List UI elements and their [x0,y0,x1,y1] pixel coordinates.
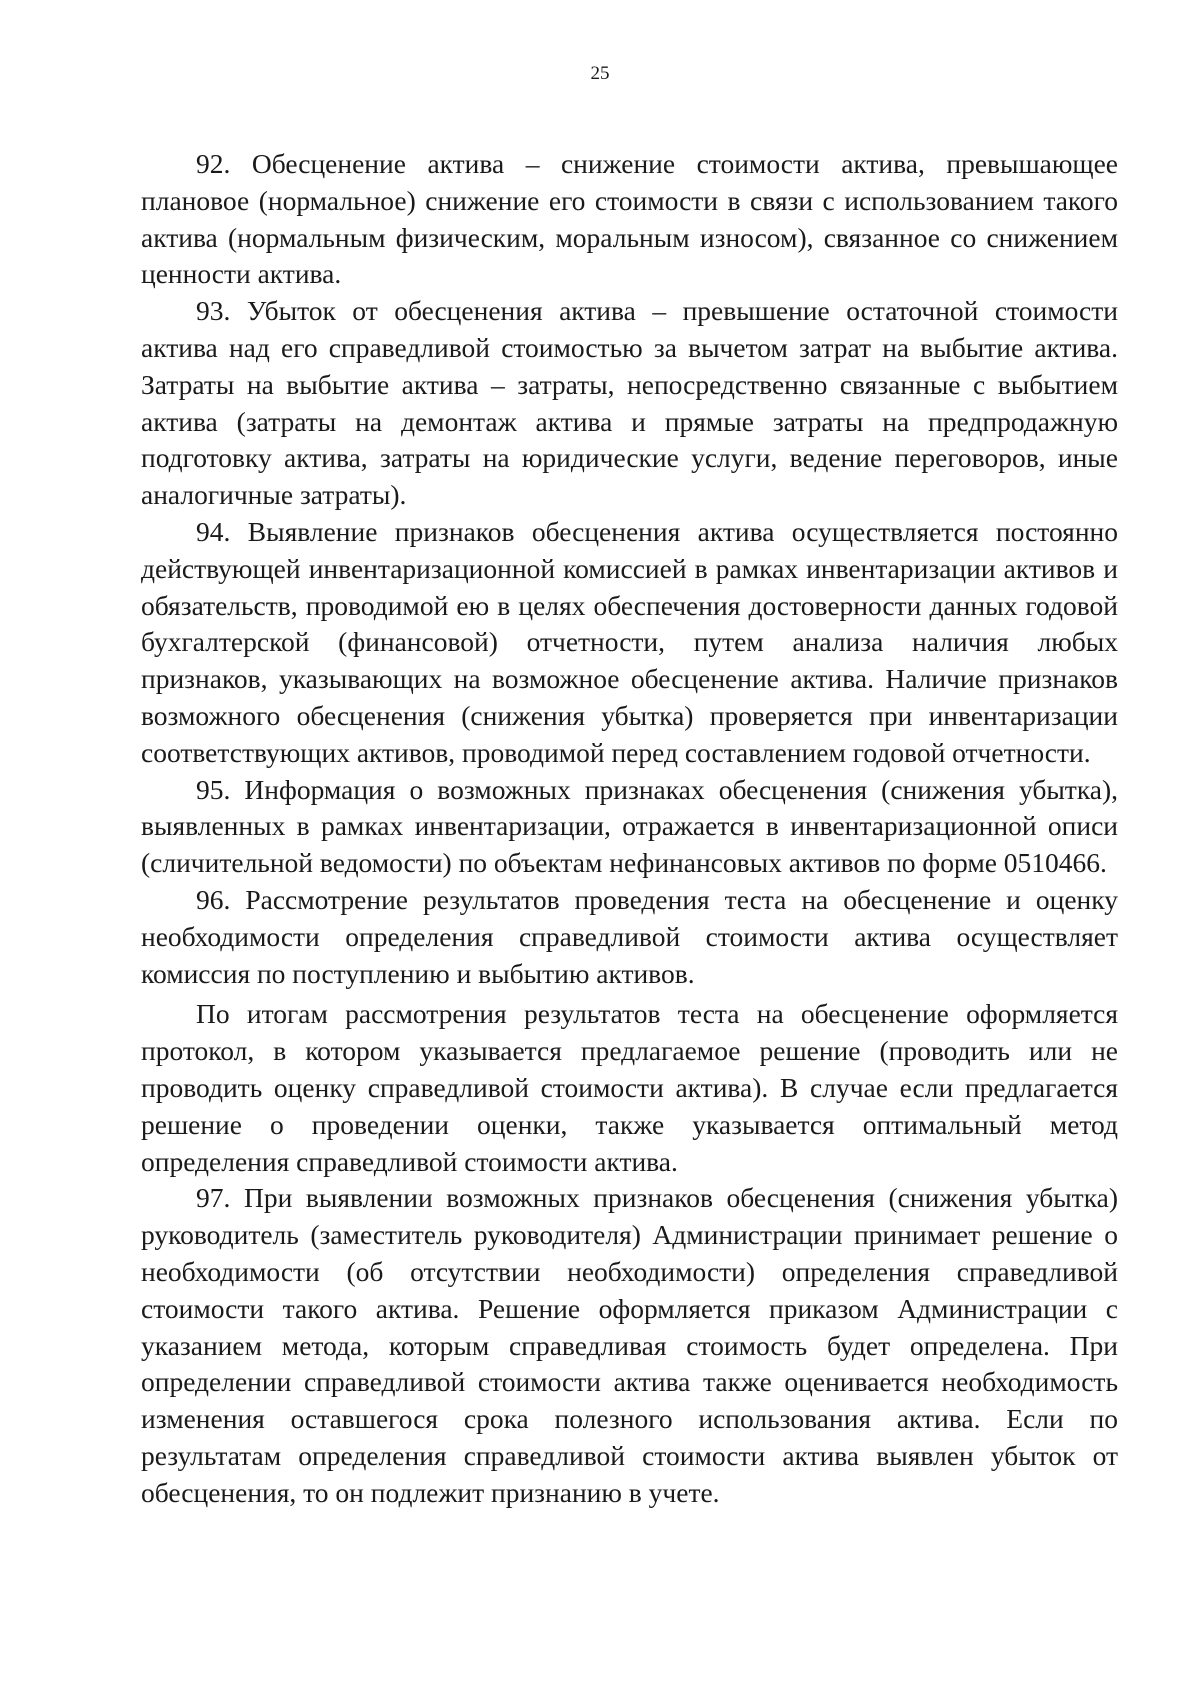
document-body [141,146,1118,1511]
paragraph-96-protocol: По итогам рассмотрения результатов теста на обесценение оформляется протокол, в котором указывается предлагаемое решение (проводить или не проводить оценку справедливой стоимости актива). В случае если предлагается решение о проведении оценки, также указывается оптимальный метод определения справедливой стоимости актива. [141,998,1118,1177]
paragraph-96: 96. Рассмотрение результатов проведения теста на обесценение и оценку необходимости определения справедливой стоимости актива осуществляет комиссия по поступлению и выбытию активов. [141,883,1118,989]
paragraph-92: 92. Обесценение актива – снижение стоимости актива, превышающее плановое (нормальное) снижение его стоимости в связи с использованием такого актива (нормальным физическим, моральным износом), связанное со снижением ценности актива. [141,148,1118,290]
paragraph-97: 97. При выявлении возможных признаков обесценения (снижения убытка) руководитель (заместитель руководителя) Администрации принимает решение о необходимости (об отсутствии необходимости) определения справедливой стоимости такого актива. Решение оформляется приказом Администрации с указанием метода, которым справедливая стоимость будет определена. При определении справедливой стоимости актива также оценивается необходимость изменения оставшегося срока полезного использования актива. Если по результатам определения справедливой стоимости актива выявлен убыток от обесценения, то он подлежит признанию в учете. [141,1182,1118,1508]
paragraph-95: 95. Информация о возможных признаках обесценения (снижения убытка), выявленных в рамках инвентаризации, отражается в инвентаризационной описи (сличительной ведомости) по объектам нефинансовых активов по форме 0510466. [141,773,1118,879]
paragraph-93: 93. Убыток от обесценения актива – превышение остаточной стоимости актива над его справедливой стоимостью за вычетом затрат на выбытие актива. Затраты на выбытие актива – затраты, непосредственно связанные с выбытием актива (затраты на демонтаж актива и прямые затраты на предпродажную подготовку актива, затраты на юридические услуги, ведение переговоров, иные аналогичные затраты). [141,295,1118,511]
page-number: 25 [590,63,610,84]
paragraph-94: 94. Выявление признаков обесценения актива осуществляется постоянно действующей инвентаризационной комиссией в рамках инвентаризации активов и обязательств, проводимой ею в целях обеспечения достоверности данных годовой бухгалтерской (финансовой) отчетности, путем анализа наличия любых признаков, указывающих на возможное обесценение актива. Наличие признаков возможного обесценения (снижения убытка) проверяется при инвентаризации соответствующих активов, проводимой перед составлением годовой отчетности. [141,515,1118,768]
